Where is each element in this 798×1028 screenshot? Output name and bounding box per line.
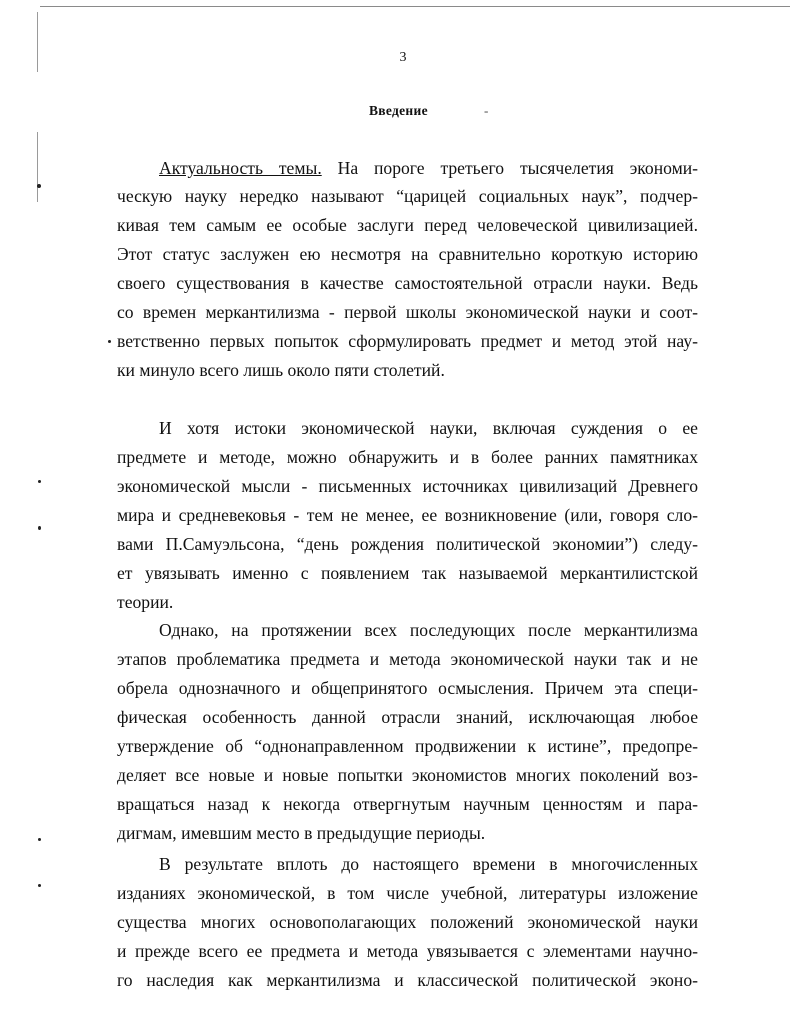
paragraph-line: вами П.Самуэльсона, “день рождения политической экономии”) следу- xyxy=(117,534,698,554)
lead-phrase: Актуальность темы. xyxy=(159,158,322,178)
paragraph-line: со времен меркантилизма - первой школы экономической науки и соот- xyxy=(117,302,698,322)
scan-left-edge xyxy=(37,132,38,202)
paragraph-line: го наследия как меркантилизма и классической политической эконо- xyxy=(117,970,698,990)
paragraph-line: предмете и методе, можно обнаружить и в более ранних памятниках xyxy=(117,447,698,467)
paragraph-line: ветственно первых попыток сформулировать предмет и метод этой нау- xyxy=(117,331,698,351)
paragraph-line: деляет все новые и новые попытки экономистов многих поколений воз- xyxy=(117,765,698,785)
paragraph-line: кивая тем самым ее особые заслуги перед человеческой цивилизацией. xyxy=(117,215,698,235)
paragraph-line: дигмам, имевшим место в предыдущие периоды. xyxy=(117,823,486,843)
paragraph-line: И хотя истоки экономической науки, включая суждения о ее xyxy=(159,418,698,438)
paragraph-line: этапов проблематика предмета и метода экономической науки так и не xyxy=(117,649,698,669)
paragraph-line: своего существования в качестве самостоятельной отрасли науки. Ведь xyxy=(117,273,698,293)
paragraph-line: утверждение об “однонаправленном продвижении к истине”, предопре- xyxy=(117,736,698,756)
page-number: 3 xyxy=(399,50,407,65)
paragraph-line: мира и средневековья - тем не менее, ее возникновение (или, говоря сло- xyxy=(117,505,698,525)
scan-speck xyxy=(38,838,41,841)
scan-speck xyxy=(37,184,41,188)
paragraph-line: изданиях экономической, в том числе учебной, литературы изложение xyxy=(117,883,698,903)
paragraph-line: существа многих основополагающих положений экономической науки xyxy=(117,912,698,932)
scan-top-edge xyxy=(40,6,790,7)
paragraph-line: обрела однозначного и общепринятого осмысления. Причем эта специ- xyxy=(117,678,698,698)
paragraph-line: теории. xyxy=(117,592,174,612)
paragraph-line: вращаться назад к некогда отвергнутым научным ценностям и пара- xyxy=(117,794,698,814)
paragraph-line: ет увязывать именно с появлением так называемой меркантилистской xyxy=(117,563,698,583)
paragraph-line: и прежде всего ее предмета и метода увязывается с элементами научно- xyxy=(117,941,698,961)
paragraph-line: Однако, на протяжении всех последующих после меркантилизма xyxy=(159,620,698,640)
scan-speck xyxy=(108,340,111,343)
paragraph-line: В результате вплоть до настоящего времени в многочисленных xyxy=(159,854,698,874)
paragraph-line: фическая особенность данной отрасли знаний, исключающая любое xyxy=(117,707,698,727)
scan-speck xyxy=(38,884,41,887)
paragraph-line: Актуальность темы. На пороге третьего тысячелетия экономи- xyxy=(159,158,698,178)
paragraph-line: ки минуло всего лишь около пяти столетий. xyxy=(117,360,445,380)
scan-speck xyxy=(38,480,41,483)
paragraph-line: ческую науку нередко называют “царицей социальных наук”, подчер- xyxy=(117,186,698,206)
section-heading: Введение xyxy=(369,103,428,118)
paragraph-line: экономической мысли - письменных источниках цивилизаций Древнего xyxy=(117,476,698,496)
heading-mark: - xyxy=(484,103,489,118)
paragraph-line: Этот статус заслужен ею несмотря на сравнительно короткую историю xyxy=(117,244,698,264)
scan-speck xyxy=(38,526,41,530)
